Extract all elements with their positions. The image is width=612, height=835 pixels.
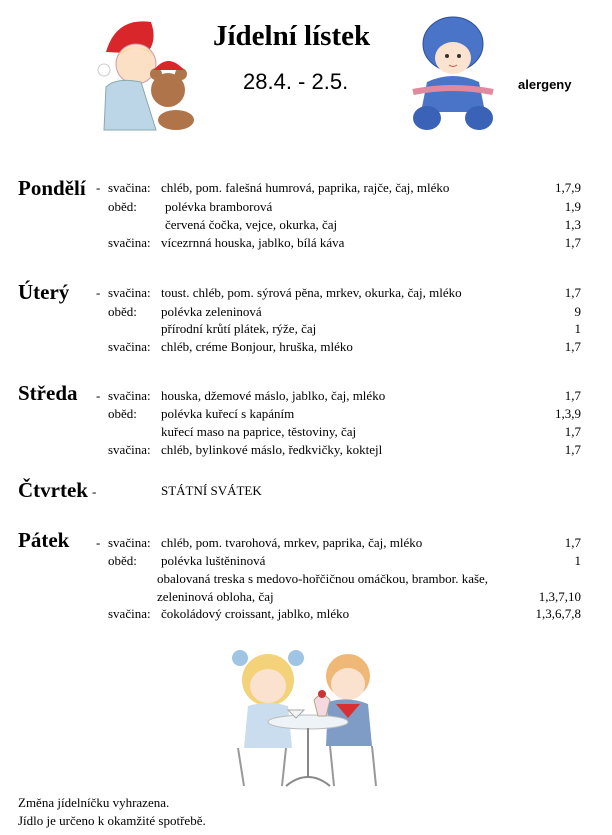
menu-line-allergens: 1,3,7,10: [538, 589, 581, 604]
menu-line-allergens: 1,7: [564, 339, 581, 354]
menu-line-text: polévka kuřecí s kapáním: [161, 406, 295, 421]
menu-line-text: polévka luštěninová: [161, 553, 266, 568]
menu-line-allergens: 1,3,9: [555, 406, 581, 421]
holiday-note: STÁTNÍ SVÁTEK: [161, 483, 262, 498]
page-title: Jídelní lístek: [213, 20, 371, 52]
menu-line-allergens: 1,3: [564, 217, 581, 232]
day-thursday-dash: -: [92, 484, 97, 499]
menu-line-text: chléb, pom. falešná humrová, paprika, rajče, čaj, mléko: [161, 180, 450, 195]
menu-line-allergens: 1: [574, 321, 581, 336]
day-wednesday: Středa: [18, 381, 78, 405]
menu-line-label: svačina:: [108, 388, 151, 403]
day-monday-dash: -: [96, 180, 101, 195]
menu-line-label: svačina:: [108, 285, 151, 300]
menu-line-text: polévka bramborová: [165, 199, 273, 214]
day-friday: Pátek: [18, 528, 70, 552]
menu-line-allergens: 1,7: [564, 424, 581, 439]
footer-note-change: Změna jídelníčku vyhrazena.: [18, 795, 170, 810]
menu-line-allergens: 1,3,6,7,8: [535, 606, 581, 621]
menu-line-text: houska, džemové máslo, jablko, čaj, mléko: [161, 388, 386, 403]
menu-line-text: chléb, créme Bonjour, hruška, mléko: [161, 339, 353, 354]
menu-line-allergens: 1,7: [564, 442, 581, 457]
menu-line-label: svačina:: [108, 442, 151, 457]
allergens-label: alergeny: [518, 77, 572, 92]
menu-line-label: svačina:: [108, 235, 151, 250]
menu-line-label: oběd:: [108, 199, 137, 214]
menu-line-text: přírodní krůtí plátek, rýže, čaj: [161, 321, 317, 336]
menu-line-text: červená čočka, vejce, okurka, čaj: [165, 217, 338, 232]
menu-line-label: oběd:: [108, 553, 137, 568]
menu-line-allergens: 1,9: [564, 199, 581, 214]
menu-line-allergens: 1,7: [564, 388, 581, 403]
date-range: 28.4. - 2.5.: [243, 69, 349, 94]
menu-line-allergens: 1,7: [564, 235, 581, 250]
day-monday: Pondělí: [18, 176, 86, 200]
menu-line-text: zeleninová obloha, čaj: [157, 589, 274, 604]
menu-line-label: svačina:: [108, 339, 151, 354]
menu-line-label: oběd:: [108, 406, 137, 421]
menu-line-allergens: 1,7: [564, 535, 581, 550]
illustration-children-eating: [230, 638, 390, 790]
menu-line-label: svačina:: [108, 606, 151, 621]
menu-line-text: kuřecí maso na paprice, těstoviny, čaj: [161, 424, 357, 439]
menu-line-label: svačina:: [108, 535, 151, 550]
menu-line-allergens: 9: [574, 304, 581, 319]
menu-line-text: chléb, bylinkové máslo, ředkvičky, koktejl: [161, 442, 383, 457]
footer-note-consumption: Jídlo je určeno k okamžité spotřebě.: [18, 813, 206, 828]
menu-line-label: svačina:: [108, 180, 151, 195]
day-wednesday-dash: -: [96, 388, 101, 403]
menu-line-allergens: 1,7: [564, 285, 581, 300]
day-tuesday-dash: -: [96, 285, 101, 300]
day-tuesday: Úterý: [18, 280, 70, 304]
menu-line-text: chléb, pom. tvarohová, mrkev, paprika, čaj, mléko: [161, 535, 423, 550]
day-friday-dash: -: [96, 535, 101, 550]
illustration-child-with-teddy: [96, 12, 202, 132]
menu-line-label: oběd:: [108, 304, 137, 319]
menu-line-text: obalovaná treska s medovo-hořčičnou omáčkou, brambor. kaše,: [157, 571, 489, 586]
menu-line-allergens: 1,7,9: [555, 180, 581, 195]
menu-line-text: vícezrnná houska, jablko, bílá káva: [161, 235, 345, 250]
menu-line-allergens: 1: [574, 553, 581, 568]
illustration-doll: [405, 12, 501, 132]
day-thursday: Čtvrtek: [18, 478, 88, 502]
menu-line-text: toust. chléb, pom. sýrová pěna, mrkev, okurka, čaj, mléko: [161, 285, 462, 300]
menu-line-text: polévka zeleninová: [161, 304, 262, 319]
menu-line-text: čokoládový croissant, jablko, mléko: [161, 606, 350, 621]
